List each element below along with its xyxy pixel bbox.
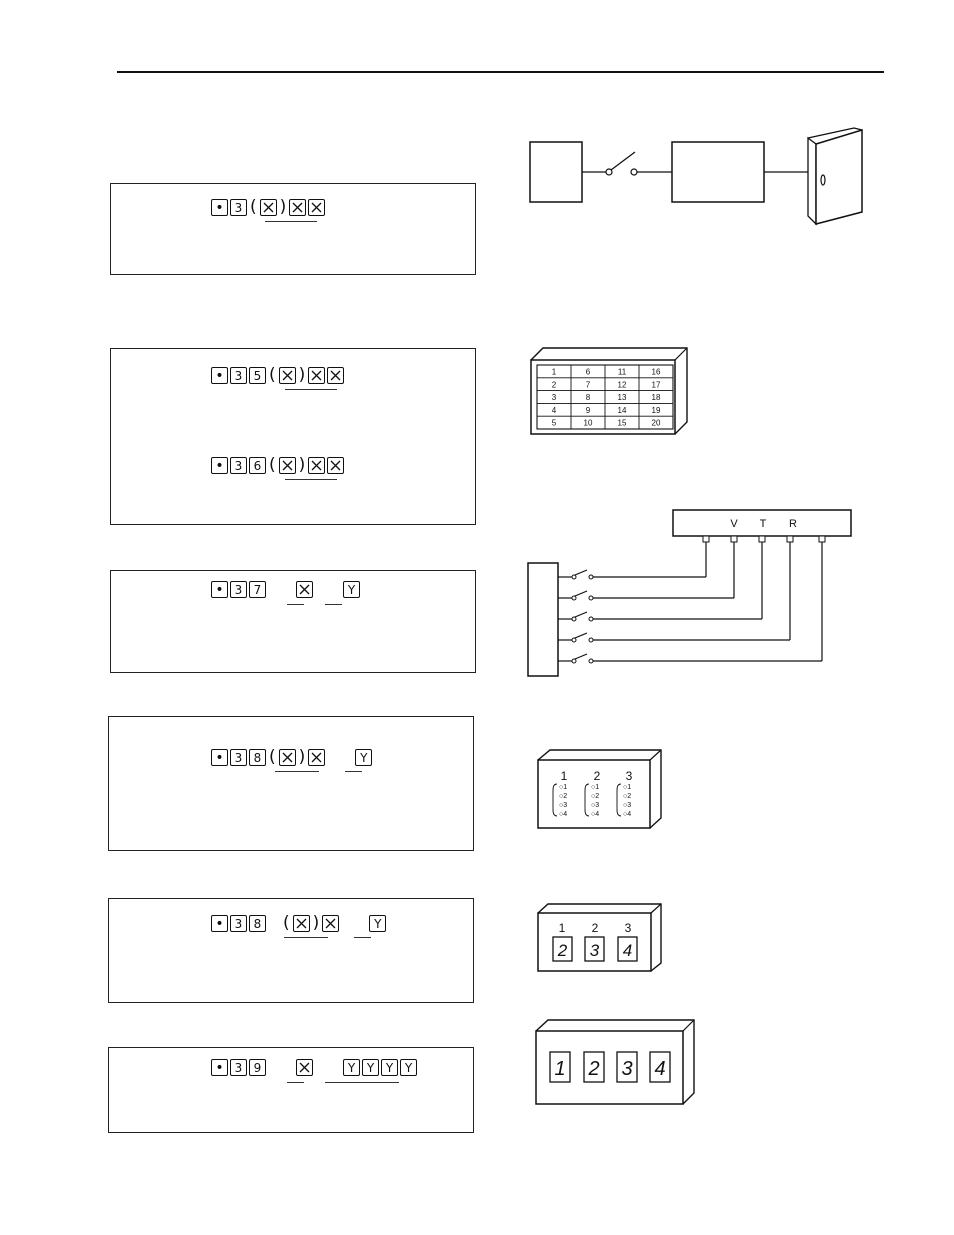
key-sequence-1 bbox=[211, 199, 325, 216]
key-sequence-4 bbox=[211, 749, 372, 766]
open-paren: ( bbox=[269, 455, 276, 475]
key-digit: 3 bbox=[230, 199, 247, 216]
panel-cell: 3 bbox=[551, 393, 557, 403]
key-y: Y bbox=[355, 749, 372, 766]
key-sequence-5 bbox=[211, 915, 386, 932]
display-label: 1 bbox=[558, 921, 566, 935]
display-digit: 1 bbox=[554, 1058, 566, 1080]
display-digit: 4 bbox=[622, 941, 633, 960]
key-y: Y bbox=[343, 1059, 360, 1076]
panel-cell: 18 bbox=[651, 393, 661, 403]
open-paren: ( bbox=[250, 197, 257, 217]
key-sequence-2a bbox=[211, 367, 344, 384]
key-x-icon bbox=[296, 1059, 313, 1076]
relay-door-diagram bbox=[520, 120, 870, 235]
underline bbox=[325, 604, 342, 605]
led-item: ○3 bbox=[591, 802, 600, 809]
key-x-icon bbox=[293, 915, 310, 932]
panel-cell: 10 bbox=[583, 418, 593, 428]
key-x-icon bbox=[308, 749, 325, 766]
command-box-5 bbox=[108, 898, 474, 1003]
key-y: Y bbox=[400, 1059, 417, 1076]
panel-cell: 11 bbox=[617, 367, 627, 377]
key-digit: 3 bbox=[230, 457, 247, 474]
key-x-icon bbox=[296, 581, 313, 598]
open-paren: ( bbox=[283, 913, 290, 933]
underline bbox=[284, 937, 328, 938]
key-x-icon bbox=[327, 457, 344, 474]
key-dot: • bbox=[211, 581, 228, 598]
key-x-icon bbox=[322, 915, 339, 932]
close-paren: ) bbox=[298, 365, 306, 385]
vtr-wiring-diagram bbox=[520, 500, 860, 685]
key-digit: 3 bbox=[230, 1059, 247, 1076]
group-label: 2 bbox=[593, 769, 601, 783]
key-dot: • bbox=[211, 367, 228, 384]
key-sequence-3 bbox=[211, 581, 360, 598]
underline bbox=[287, 604, 304, 605]
key-digit: 8 bbox=[249, 749, 266, 766]
key-dot: • bbox=[211, 749, 228, 766]
key-dot: • bbox=[211, 457, 228, 474]
panel-cell: 13 bbox=[617, 393, 627, 403]
display-digit: 2 bbox=[588, 1058, 600, 1080]
close-paren: ) bbox=[298, 747, 306, 767]
panel-cell: 1 bbox=[551, 367, 557, 377]
panel-cell: 20 bbox=[651, 418, 661, 428]
key-digit: 3 bbox=[230, 749, 247, 766]
underline bbox=[275, 771, 319, 772]
underline bbox=[354, 937, 371, 938]
panel-cell: 9 bbox=[585, 405, 591, 415]
vtr-label-v: V bbox=[730, 518, 738, 530]
key-digit: 3 bbox=[230, 367, 247, 384]
group-label: 3 bbox=[625, 769, 633, 783]
panel-cell: 5 bbox=[551, 418, 557, 428]
key-x-icon bbox=[327, 367, 344, 384]
led-item: ○4 bbox=[623, 811, 632, 818]
underline bbox=[285, 389, 337, 390]
key-y: Y bbox=[381, 1059, 398, 1076]
led-item: ○4 bbox=[559, 811, 568, 818]
led-item: ○4 bbox=[591, 811, 600, 818]
panel-cell: 8 bbox=[585, 393, 591, 403]
key-x-icon bbox=[279, 457, 296, 474]
panel-cell: 12 bbox=[617, 380, 627, 390]
panel-cell: 14 bbox=[617, 405, 627, 415]
key-y: Y bbox=[369, 915, 386, 932]
display-label: 2 bbox=[591, 921, 599, 935]
panel-cell: 17 bbox=[651, 380, 661, 390]
key-dot: • bbox=[211, 199, 228, 216]
display-digit: 2 bbox=[557, 941, 568, 960]
command-box-4 bbox=[108, 716, 474, 851]
led-item: ○1 bbox=[559, 784, 568, 791]
panel-cell: 2 bbox=[551, 380, 557, 390]
key-y: Y bbox=[362, 1059, 379, 1076]
key-x-icon bbox=[308, 199, 325, 216]
four-digit-display bbox=[530, 1015, 700, 1110]
key-x-icon bbox=[308, 457, 325, 474]
led-item: ○1 bbox=[591, 784, 600, 791]
key-x-icon bbox=[289, 199, 306, 216]
key-x-icon bbox=[279, 367, 296, 384]
vtr-label-t: T bbox=[759, 518, 767, 530]
key-x-icon bbox=[279, 749, 296, 766]
key-digit: 8 bbox=[249, 915, 266, 932]
key-dot: • bbox=[211, 915, 228, 932]
panel-cell: 7 bbox=[585, 380, 591, 390]
led-item: ○1 bbox=[623, 784, 632, 791]
key-y: Y bbox=[343, 581, 360, 598]
display-digit: 3 bbox=[589, 941, 600, 960]
underline bbox=[325, 1082, 399, 1083]
panel-cell: 16 bbox=[651, 367, 661, 377]
command-box-1 bbox=[110, 183, 476, 275]
led-item: ○3 bbox=[623, 802, 632, 809]
key-digit: 9 bbox=[249, 1059, 266, 1076]
underline bbox=[345, 771, 362, 772]
top-rule bbox=[117, 71, 884, 73]
display-label: 3 bbox=[624, 921, 632, 935]
key-digit: 7 bbox=[249, 581, 266, 598]
open-paren: ( bbox=[269, 365, 276, 385]
panel-cell: 19 bbox=[651, 405, 661, 415]
led-selector-panel bbox=[530, 742, 670, 834]
key-digit: 6 bbox=[249, 457, 266, 474]
numbered-panel bbox=[525, 342, 695, 442]
panel-cell: 4 bbox=[551, 405, 557, 415]
key-digit: 5 bbox=[249, 367, 266, 384]
close-paren: ) bbox=[279, 197, 287, 217]
panel-cell: 6 bbox=[585, 367, 591, 377]
key-dot: • bbox=[211, 1059, 228, 1076]
key-x-icon bbox=[260, 199, 277, 216]
led-item: ○2 bbox=[591, 793, 600, 800]
three-digit-display bbox=[530, 897, 670, 977]
key-x-icon bbox=[308, 367, 325, 384]
panel-cell: 15 bbox=[617, 418, 627, 428]
key-digit: 3 bbox=[230, 581, 247, 598]
underline bbox=[287, 1082, 304, 1083]
display-digit: 4 bbox=[654, 1058, 666, 1080]
vtr-label-r: R bbox=[789, 518, 797, 530]
led-item: ○3 bbox=[559, 802, 568, 809]
open-paren: ( bbox=[269, 747, 276, 767]
led-item: ○2 bbox=[623, 793, 632, 800]
key-sequence-2b bbox=[211, 457, 344, 474]
underline bbox=[265, 221, 317, 222]
key-digit: 3 bbox=[230, 915, 247, 932]
led-item: ○2 bbox=[559, 793, 568, 800]
close-paren: ) bbox=[312, 913, 320, 933]
key-sequence-6 bbox=[211, 1059, 417, 1076]
close-paren: ) bbox=[298, 455, 306, 475]
display-digit: 3 bbox=[621, 1058, 633, 1080]
underline bbox=[285, 479, 337, 480]
group-label: 1 bbox=[560, 769, 568, 783]
